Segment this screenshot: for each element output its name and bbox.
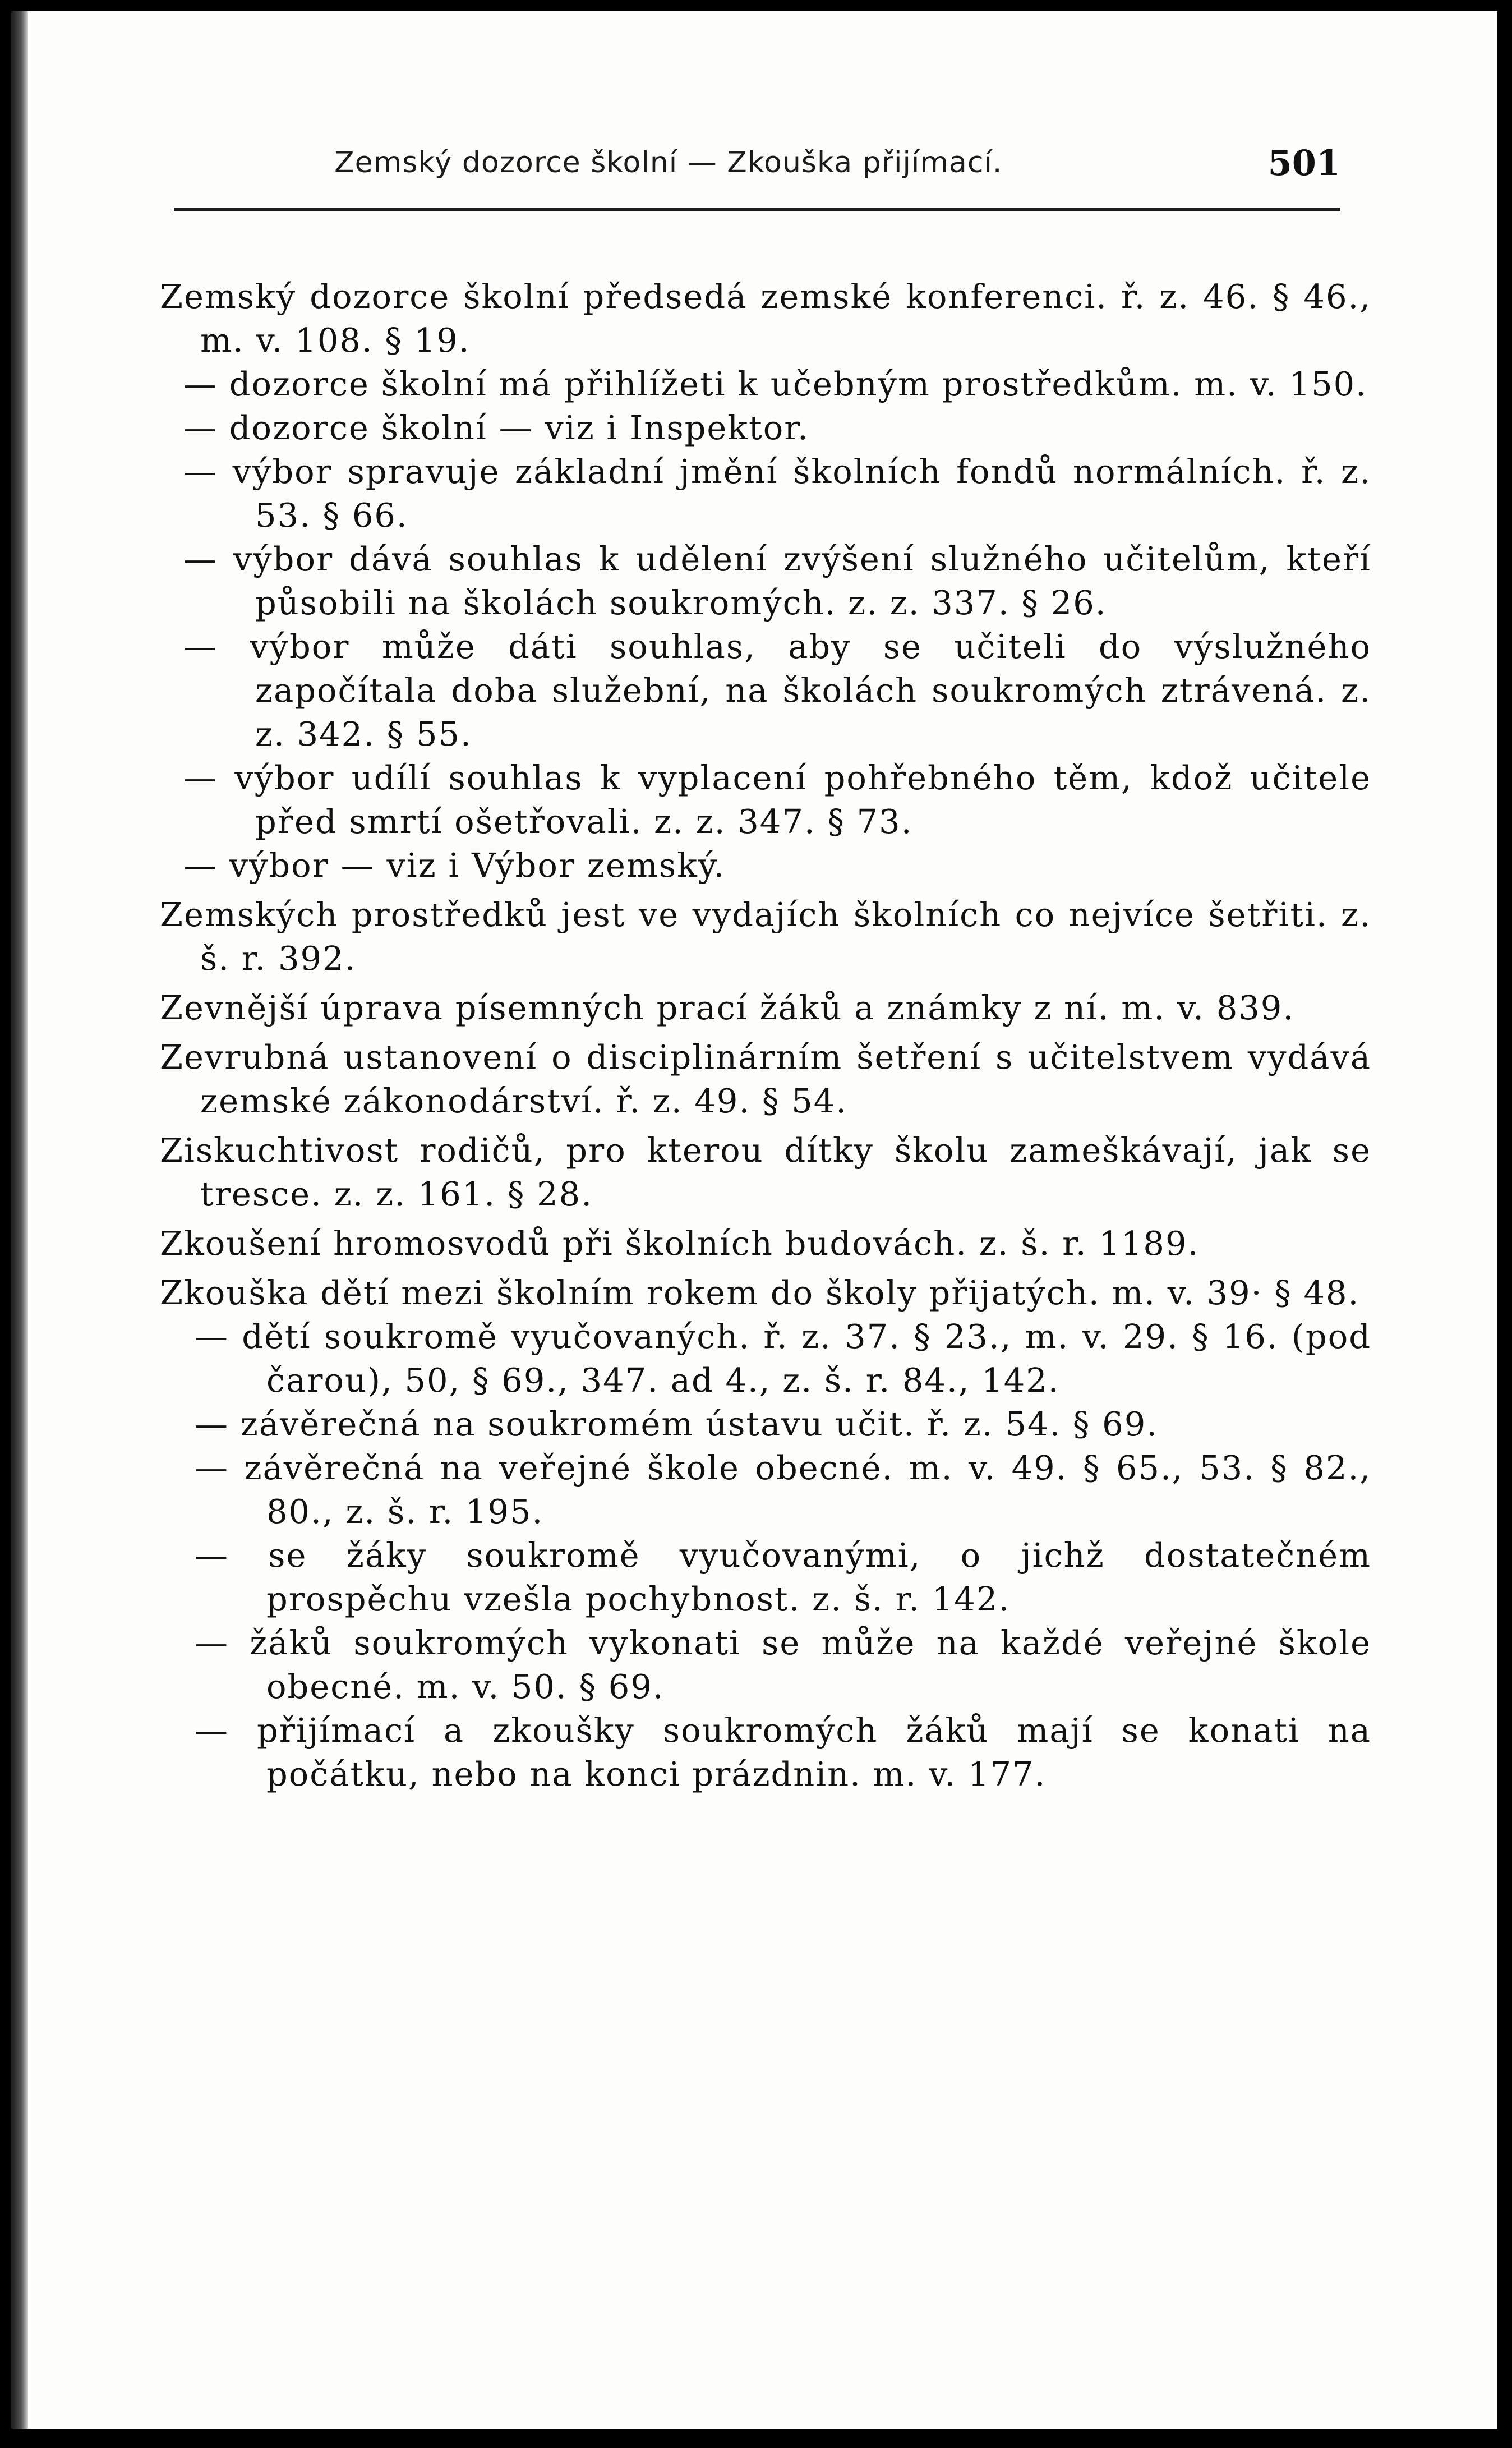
index-entry: Zemských prostředků jest ve vydajích školních co nejvíce šetřiti. z. š. r. 392. [160,895,1371,978]
index-subentry: — výbor — viz i Výbor zemský. [183,846,726,885]
page-number: 501 [1267,142,1340,183]
index-subentry: — se žáky soukromě vyučovanými, o jichž dostatečném prospěchu vzešla pochybnost. z. š. r. 142. [195,1536,1371,1618]
index-entry: Zemský dozorce školní předsedá zemské konferenci. ř. z. 46. § 46., m. v. 108. § 19. [160,277,1371,360]
book-page [11,11,1497,2429]
page-spine-shadow [11,11,28,2429]
index-subentry: — závěrečná na veřejné škole obecné. m. v. 49. § 65., 53. § 82., 80., z. š. r. 195. [195,1448,1371,1531]
index-subentry: — výbor udílí souhlas k vyplacení pohřebného těm, kdož učitele před smrtí ošetřovali. z. z. 347. § 73. [183,758,1371,841]
index-subentry: — žáků soukromých vykonati se může na každé veřejné škole obecné. m. v. 50. § 69. [195,1623,1371,1706]
running-title: Zemský dozorce školní — Zkouška přijímací. [334,146,1003,180]
index-subentry: — dětí soukromě vyučovaných. ř. z. 37. § 23., m. v. 29. § 16. (pod čarou), 50, § 69., 347. ad 4., z. š. r. 84., 142. [195,1317,1371,1400]
index-entry: Ziskuchtivost rodičů, pro kterou dítky školu zameškávají, jak se tresce. z. z. 161. § 28. [160,1131,1371,1213]
index-entry: Zkoušení hromosvodů při školních budovách. z. š. r. 1189. [160,1224,1200,1263]
header-rule [174,208,1340,211]
index-subentry: — výbor dává souhlas k udělení zvýšení služného učitelům, kteří působili na školách soukromých. z. z. 337. § 26. [183,540,1371,622]
index-subentry: — výbor spravuje základní jmění školních fondů normálních. ř. z. 53. § 66. [183,452,1371,535]
index-entry: Zkouška dětí mezi školním rokem do školy přijatých. m. v. 39· § 48. [160,1273,1360,1312]
index-subentry: — výbor může dáti souhlas, aby se učiteli do výslužného započítala doba služební, na školách soukromých ztrávená. z. z. 342. § 55. [183,627,1371,753]
index-subentry: — závěrečná na soukromém ústavu učit. ř. z. 54. § 69. [195,1405,1158,1443]
index-entry: Zevnější úprava písemných prací žáků a známky z ní. m. v. 839. [160,988,1295,1027]
running-head [174,135,1340,202]
index-entry: Zevrubná ustanovení o disciplinárním šetření s učitelstvem vydává zemské zákonodárství. ř. z. 49. § 54. [160,1038,1371,1120]
index-subentry: — přijímací a zkoušky soukromých žáků mají se konati na počátku, nebo na konci prázdnin. m. v. 177. [195,1711,1371,1793]
index-subentry: — dozorce školní — viz i Inspektor. [183,408,809,447]
index-subentry: — dozorce školní má přihlížeti k učebným prostředkům. m. v. 150. [183,365,1367,403]
index-entries [160,275,1371,1796]
